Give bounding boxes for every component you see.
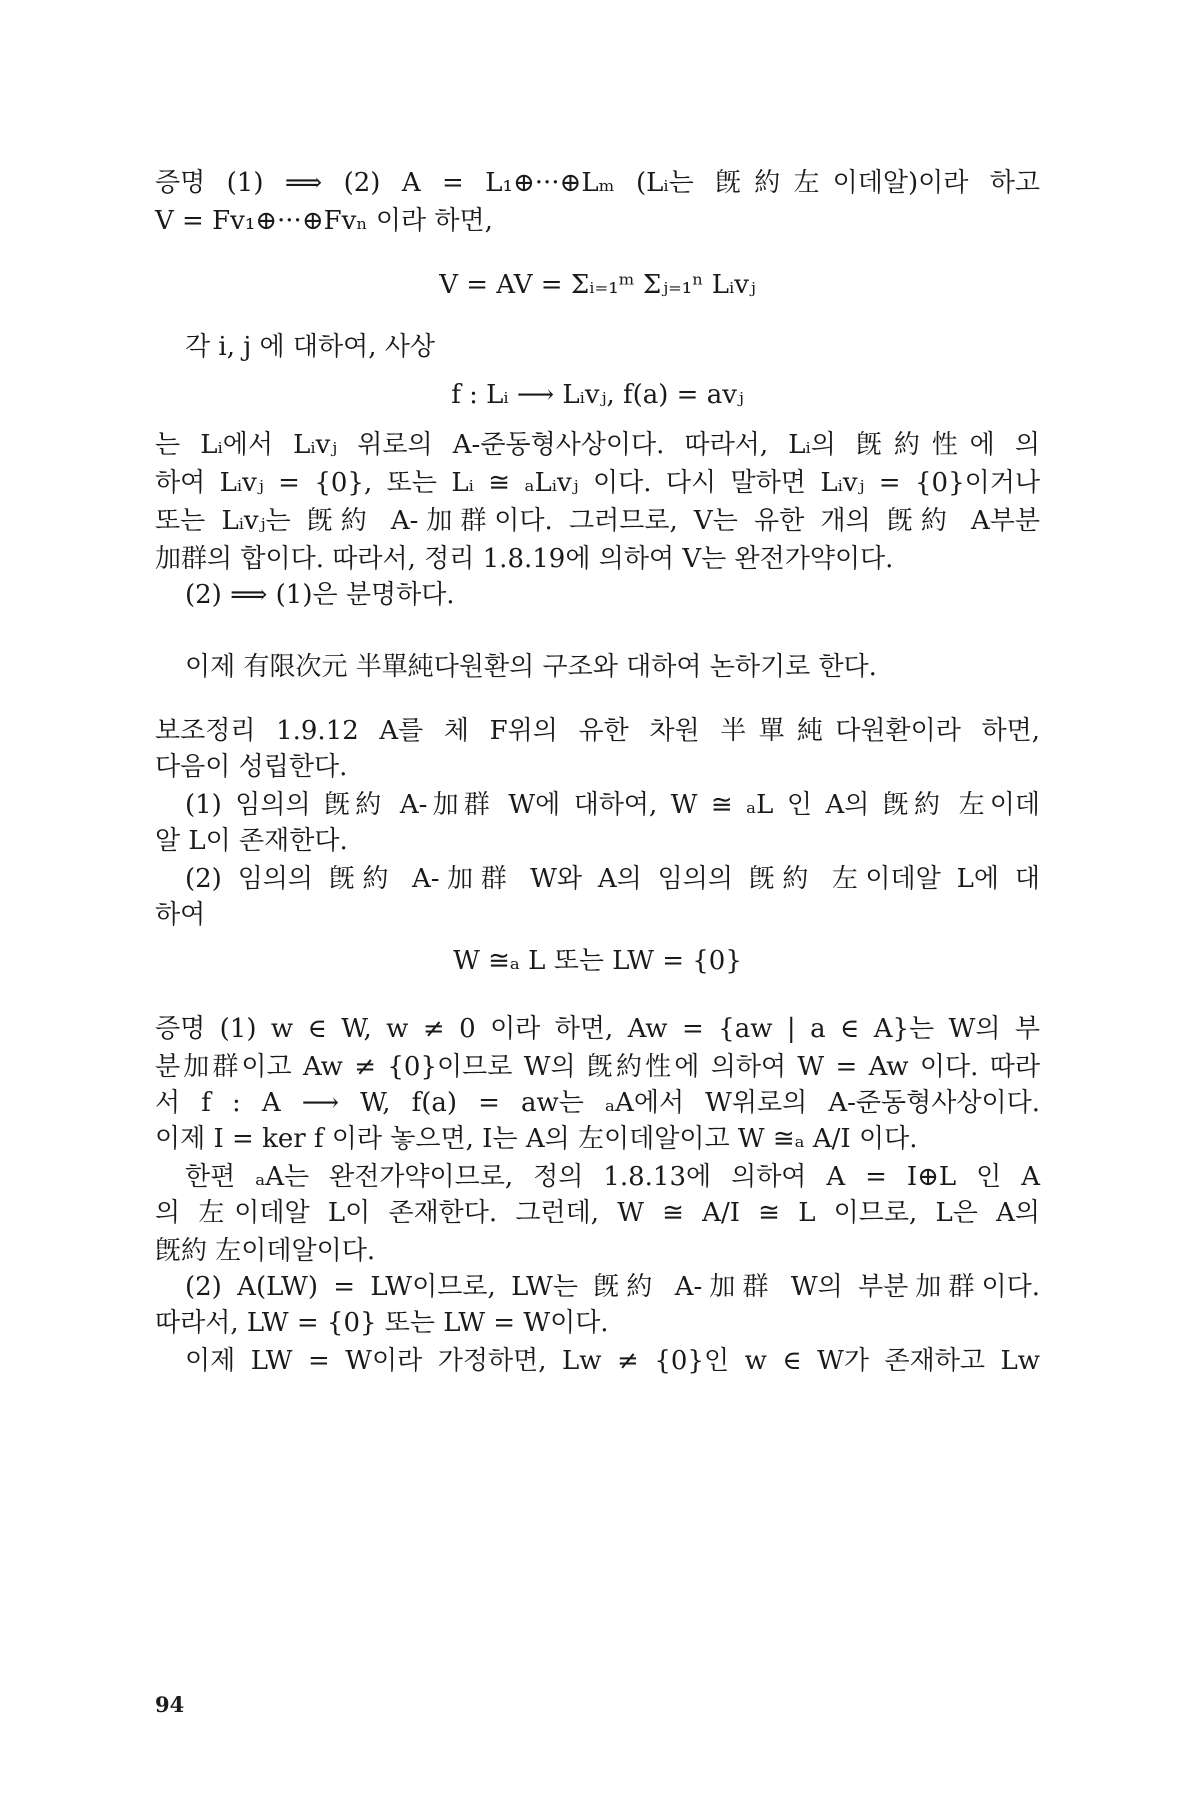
text-line: (2) ⟹ (1)은 분명하다.	[185, 580, 455, 610]
text-line: 이제 LW = W이라 가정하면, Lw ≠ {0}인 w ∈ W가 존재하고 Lw	[185, 1346, 1040, 1376]
text-line: 알 L이 존재한다.	[155, 826, 348, 856]
text-line: V = Fv₁⊕···⊕Fvₙ 이라 하면,	[155, 206, 493, 236]
text-line: 하여 Lᵢvⱼ = {0}, 또는 Lᵢ ≅ ₐLᵢvⱼ 이다. 다시 말하면 Lᵢvⱼ = {0}이거나	[155, 468, 1040, 498]
equation: f : Lᵢ ⟶ Lᵢvⱼ, f(a) = avⱼ	[451, 380, 744, 410]
text-line: 분加群이고 Aw ≠ {0}이므로 W의 旣約性에 의하여 W = Aw 이다. 따라	[155, 1052, 1040, 1082]
text-line: 는 Lᵢ에서 Lᵢvⱼ 위로의 A-준동형사상이다. 따라서, Lᵢ의 旣約性에 의	[155, 430, 1040, 460]
text-line: 서 f : A ⟶ W, f(a) = aw는 ₐA에서 W위로의 A-준동형사상이다.	[155, 1088, 1040, 1118]
text-line: 의 左이데알 L이 존재한다. 그런데, W ≅ A/I ≅ L 이므로, L은 A의	[155, 1198, 1040, 1228]
text-line: 따라서, LW = {0} 또는 LW = W이다.	[155, 1308, 609, 1338]
equation: V = AV = Σᵢ₌₁ᵐ Σⱼ₌₁ⁿ Lᵢvⱼ	[439, 270, 756, 300]
text-line: 각 i, j 에 대하여, 사상	[185, 332, 436, 362]
text-line: 한편 ₐA는 완전가약이므로, 정의 1.8.13에 의하여 A = I⊕L 인 A	[185, 1162, 1040, 1192]
text-line: (2) 임의의 旣約 A-加群 W와 A의 임의의 旣約 左이데알 L에 대	[185, 864, 1040, 894]
text-line: 하여	[155, 900, 206, 930]
text-line: 증명 (1) ⟹ (2) A = L₁⊕···⊕Lₘ (Lᵢ는 旣約左이데알)이라 하고	[155, 168, 1040, 198]
text-line: 이제 有限次元 半單純다원환의 구조와 대하여 논하기로 한다.	[185, 652, 877, 682]
page-number: 94	[155, 1692, 185, 1717]
text-line: 증명 (1) w ∈ W, w ≠ 0 이라 하면, Aw = {aw | a ∈ A}는 W의 부	[155, 1014, 1040, 1044]
text-line: 加群의 합이다. 따라서, 정리 1.8.19에 의하여 V는 완전가약이다.	[155, 544, 894, 574]
text-line: (2) A(LW) = LW이므로, LW는 旣約 A-加群 W의 부분加群이다.	[185, 1272, 1040, 1302]
text-line: 또는 Lᵢvⱼ는 旣約 A-加群이다. 그러므로, V는 유한 개의 旣約 A부분	[155, 506, 1040, 536]
text-line: 이제 I = ker f 이라 놓으면, I는 A의 左이데알이고 W ≅ₐ A/I 이다.	[155, 1124, 918, 1154]
lemma-heading: 보조정리 1.9.12 A를 체 F위의 유한 차원 半單純다원환이라 하면,	[155, 716, 1040, 746]
text-line: (1) 임의의 旣約 A-加群 W에 대하여, W ≅ ₐL 인 A의 旣約 左이데	[185, 790, 1040, 820]
equation: W ≅ₐ L 또는 LW = {0}	[453, 946, 742, 976]
text-line: 旣約 左이데알이다.	[155, 1236, 376, 1266]
text-line: 다음이 성립한다.	[155, 752, 348, 782]
